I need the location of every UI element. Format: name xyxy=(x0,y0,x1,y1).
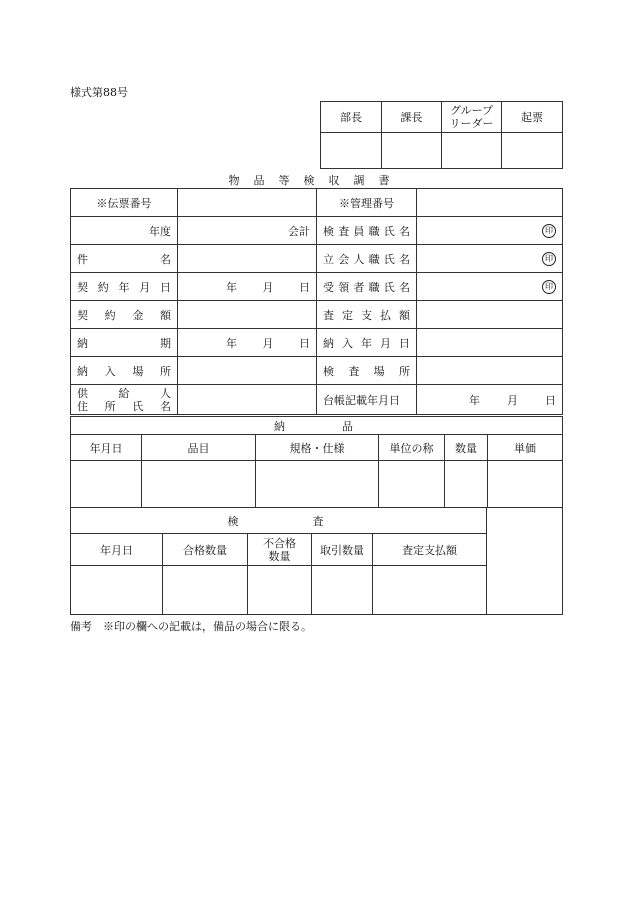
field-ledger-date[interactable] xyxy=(417,385,563,415)
date-month-label: 月 xyxy=(507,393,518,407)
delivery-cell[interactable] xyxy=(71,461,142,508)
seal-icon: 印 xyxy=(542,280,556,294)
inspection-col-failed-qty: 不合格 数量 xyxy=(248,534,312,566)
approval-stamp-table xyxy=(320,101,563,169)
approval-header-group-leader: グループ リーダー xyxy=(442,102,502,133)
form-number: 様式第88号 xyxy=(70,86,128,99)
field-contract-date[interactable] xyxy=(178,273,317,301)
approval-stamp-cell[interactable] xyxy=(382,133,442,169)
inspection-cell[interactable] xyxy=(71,566,163,615)
date-year-label: 年 xyxy=(226,336,237,350)
inspection-cell[interactable] xyxy=(312,566,373,615)
label-receiver: 受 領 者 職 氏 名 xyxy=(317,273,417,301)
label-inspection-place: 検 査 場 所 xyxy=(317,357,417,385)
label-account: 会計 xyxy=(288,224,310,238)
approval-header-dept-head: 部長 xyxy=(321,102,382,133)
date-day-label: 日 xyxy=(545,393,556,407)
inspection-header: 検 査 xyxy=(71,508,487,534)
delivery-cell[interactable] xyxy=(488,461,563,508)
delivery-cell[interactable] xyxy=(445,461,488,508)
delivery-cell[interactable] xyxy=(142,461,256,508)
approval-header-section-head: 課長 xyxy=(382,102,442,133)
seal-icon: 印 xyxy=(542,224,556,238)
field-delivery-date[interactable] xyxy=(417,329,563,357)
field-receiver[interactable] xyxy=(417,273,563,301)
remarks-note: 備考 ※印の欄への記載は，備品の場合に限る。 xyxy=(70,620,312,633)
main-info-table xyxy=(70,188,563,415)
field-delivery-place[interactable] xyxy=(178,357,317,385)
delivery-cell[interactable] xyxy=(379,461,445,508)
label-inspector: 検 査 員 職 氏 名 xyxy=(317,217,417,245)
label-assessed-payment: 査 定 支 払 額 xyxy=(317,301,417,329)
label-delivery-date: 納 入 年 月 日 xyxy=(317,329,417,357)
delivery-cell[interactable] xyxy=(256,461,379,508)
inspection-side-cell[interactable] xyxy=(487,508,563,615)
field-contract-amount[interactable] xyxy=(178,301,317,329)
delivery-col-quantity: 数量 xyxy=(445,435,488,461)
label-delivery-place: 納 入 場 所 xyxy=(71,357,178,385)
approval-stamp-cell[interactable] xyxy=(502,133,563,169)
label-contract-amount: 契 約 金 額 xyxy=(71,301,178,329)
form-title: 物品等検収調書 xyxy=(228,174,404,187)
inspection-cell[interactable] xyxy=(163,566,248,615)
label-witness: 立 会 人 職 氏 名 xyxy=(317,245,417,273)
inspection-cell[interactable] xyxy=(373,566,487,615)
date-day-label: 日 xyxy=(299,280,310,294)
delivery-col-item: 品目 xyxy=(142,435,256,461)
field-management-number[interactable] xyxy=(417,189,563,217)
date-year-label: 年 xyxy=(469,393,480,407)
label-ledger-date: 台帳記載年月日 xyxy=(317,385,417,415)
field-deadline[interactable] xyxy=(178,329,317,357)
inspection-col-traded-qty: 取引数量 xyxy=(312,534,373,566)
seal-icon: 印 xyxy=(542,252,556,266)
label-slip-number: ※伝票番号 xyxy=(71,189,178,217)
field-item[interactable] xyxy=(178,245,317,273)
approval-stamp-cell[interactable] xyxy=(321,133,382,169)
field-assessed-payment[interactable] xyxy=(417,301,563,329)
label-contract-date: 契 約 年 月 日 xyxy=(71,273,178,301)
date-month-label: 月 xyxy=(262,280,274,294)
delivery-col-unit: 単位の称 xyxy=(379,435,445,461)
inspection-table xyxy=(70,507,563,615)
delivery-table xyxy=(70,416,563,508)
field-supplier[interactable] xyxy=(178,385,317,415)
field-inspection-place[interactable] xyxy=(417,357,563,385)
field-slip-number[interactable] xyxy=(178,189,317,217)
field-account[interactable] xyxy=(178,217,317,245)
inspection-col-passed-qty: 合格数量 xyxy=(163,534,248,566)
delivery-col-unit-price: 単価 xyxy=(488,435,563,461)
date-year-label: 年 xyxy=(226,280,237,294)
delivery-col-spec: 規格・仕様 xyxy=(256,435,379,461)
label-deadline: 納 期 xyxy=(71,329,178,357)
field-inspector[interactable] xyxy=(417,217,563,245)
inspection-col-assessed-payment: 査定支払額 xyxy=(373,534,487,566)
date-month-label: 月 xyxy=(262,336,274,350)
label-management-number: ※管理番号 xyxy=(317,189,417,217)
label-item: 件 名 xyxy=(71,245,178,273)
inspection-cell[interactable] xyxy=(248,566,312,615)
delivery-col-date: 年月日 xyxy=(71,435,142,461)
label-supplier: 供 給 人 住 所 氏 名 xyxy=(71,385,178,415)
inspection-col-date: 年月日 xyxy=(71,534,163,566)
field-witness[interactable] xyxy=(417,245,563,273)
approval-stamp-cell[interactable] xyxy=(442,133,502,169)
delivery-header: 納 品 xyxy=(71,417,563,435)
label-fiscal-year: 年度 xyxy=(71,217,178,245)
approval-header-drafter: 起票 xyxy=(502,102,563,133)
date-day-label: 日 xyxy=(299,336,310,350)
